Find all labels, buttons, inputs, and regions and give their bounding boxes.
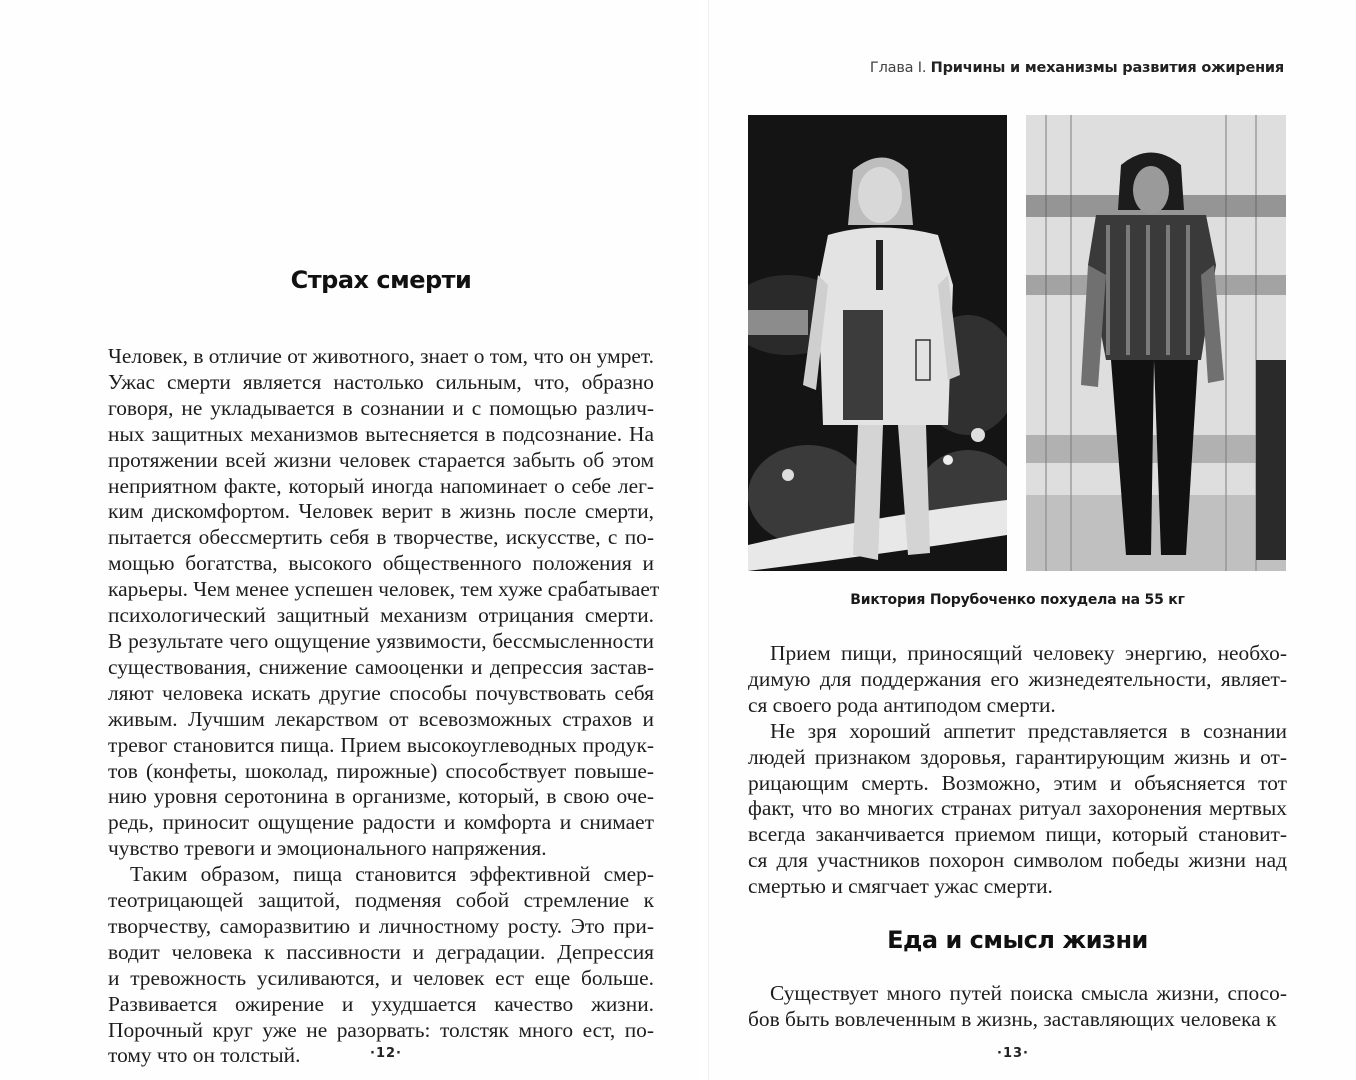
text-line: и тревожность усиливаются, и человек ест еще больше. bbox=[108, 965, 654, 990]
text-line: ким дискомфортом. Человек верит в жизнь после смерти, bbox=[108, 499, 654, 524]
text-line: Существует много путей поиска смысла жизни, спосо- bbox=[770, 981, 1287, 1005]
text-line: тому что он толстый. bbox=[108, 1043, 301, 1068]
running-head bbox=[870, 60, 1284, 76]
text-line: неприятном факте, который иногда напоминает о себе лег- bbox=[108, 473, 654, 498]
text-line: творчеству, саморазвитию и личностному росту. Это при- bbox=[108, 913, 654, 938]
before-photo bbox=[748, 115, 1007, 571]
text-line: существования, снижение самооценки и депрессия застав- bbox=[108, 654, 654, 679]
text-line: ляют человека искать другие способы почувствовать себя bbox=[108, 680, 654, 705]
text-line: бов быть вовлеченным в жизнь, заставляющих человека к bbox=[748, 1006, 1277, 1031]
text-line: Не зря хороший аппетит представляется в сознании bbox=[770, 718, 1287, 743]
right-body-text-1 bbox=[748, 641, 1287, 900]
page-number-right: ·13· bbox=[997, 1046, 1029, 1061]
chapter-label: Глава I. bbox=[869, 60, 927, 76]
after-photo bbox=[1026, 115, 1286, 571]
chapter-title: Причины и механизмы развития ожирения bbox=[930, 60, 1284, 76]
text-line: Таким образом, пища становится эффективной смер- bbox=[130, 862, 654, 887]
text-line: нию уровня серотонина в организме, который, в свою оче- bbox=[108, 784, 654, 809]
text-line: карьеры. Чем менее успешен человек, тем хуже срабатывает bbox=[108, 577, 660, 602]
text-line: Развивается ожирение и ухудшается качество жизни. bbox=[108, 991, 654, 1016]
text-line: ся для участников похорон символом победы жизни над bbox=[748, 848, 1287, 873]
text-line: пытается обессмертить себя в творчестве, искусстве, с по- bbox=[108, 525, 654, 550]
text-line: тов (конфеты, шоколад, пирожные) способствует повыше- bbox=[108, 758, 654, 783]
text-line: людей признаком здоровья, гарантирующим жизнь и от- bbox=[748, 744, 1287, 769]
section-heading-food-and-meaning: Еда и смысл жизни bbox=[887, 926, 1148, 954]
text-line: говоря, не укладывается в сознании и с помощью различ- bbox=[108, 395, 654, 420]
right-body-text-2 bbox=[748, 981, 1287, 1033]
text-line: живым. Лучшим лекарством от всевозможных страхов и bbox=[108, 706, 654, 731]
text-line: психологический защитный механизм отрицания смерти. bbox=[108, 603, 654, 628]
photo-caption: Виктория Порубоченко похудела на 55 кг bbox=[850, 592, 1185, 608]
text-line: теотрицающей защитой, подменяя собой стремление к bbox=[108, 888, 654, 913]
text-line: Ужас смерти является настолько сильным, что, образно bbox=[108, 369, 654, 394]
text-line: мощью богатства, высокого общественного положения и bbox=[108, 551, 654, 576]
woman-in-garden-image bbox=[748, 115, 1007, 571]
text-line: ных защитных механизмов вытесняется в подсознание. На bbox=[108, 421, 654, 446]
text-line: ся своего рода антиподом смерти. bbox=[748, 692, 1056, 717]
text-line: всегда заканчивается приемом пищи, который становит- bbox=[748, 822, 1287, 847]
text-line: смертью и смягчает ужас смерти. bbox=[748, 874, 1053, 899]
text-line: Человек, в отличие от животного, знает о том, что он умрет. bbox=[108, 344, 654, 368]
text-line: В результате чего ощущение уязвимости, бессмысленности bbox=[108, 628, 654, 653]
section-heading-fear-of-death: Страх смерти bbox=[290, 266, 472, 294]
left-body-text bbox=[108, 344, 660, 1069]
text-line: димую для поддержания его жизнедеятельности, являет- bbox=[748, 666, 1287, 691]
text-line: Порочный круг уже не разорвать: толстяк много ест, по- bbox=[108, 1017, 654, 1042]
text-line: тревог становится пища. Прием высокоуглеводных продук- bbox=[108, 732, 654, 757]
page-number-left: ·12· bbox=[370, 1046, 402, 1061]
text-line: протяжении всей жизни человек старается забыть об этом bbox=[108, 447, 654, 472]
text-line: Прием пищи, приносящий человеку энергию, необхо- bbox=[770, 641, 1287, 665]
text-line: редь, приносит ощущение радости и комфорта и снимает bbox=[108, 810, 654, 835]
woman-by-curtain-image bbox=[1026, 115, 1286, 571]
text-line: водит человека к пассивности и деградации. Депрессия bbox=[108, 939, 654, 964]
text-line: факт, что во многих странах ритуал захоронения мертвых bbox=[748, 796, 1287, 821]
text-line: чувство тревоги и эмоционального напряжения. bbox=[108, 836, 547, 861]
text-line: рицающим смерть. Возможно, этим и объясняется тот bbox=[748, 770, 1287, 795]
book-spine bbox=[700, 0, 708, 1080]
